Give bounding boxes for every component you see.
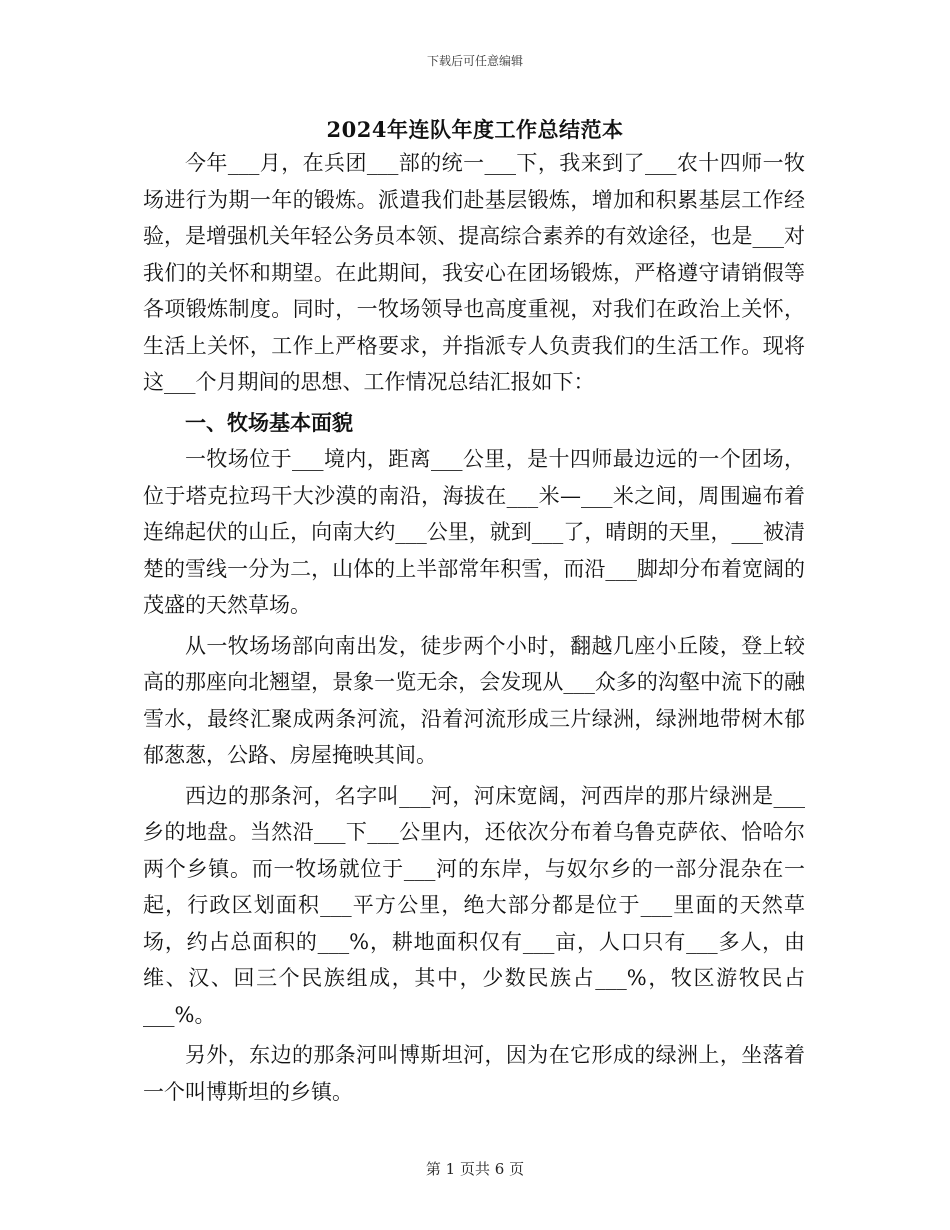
document-title: 2024年连队年度工作总结范本 <box>326 117 624 142</box>
page-footer: 第 1 页共 6 页 <box>425 1160 525 1178</box>
document-body <box>143 145 805 1114</box>
paragraph-view: 从一牧场场部向南出发，徒步两个小时，翻越几座小丘陵，登上较高的那座向北翘望，景象一览无余，会发现从___众多的沟壑中流下的融雪水，最终汇聚成两条河流，沿着河流形成三片绿洲，绿洲地带树木郁郁葱葱，公路、房屋掩映其间。 <box>143 633 805 767</box>
paragraph-intro: 今年___月，在兵团___部的统一___下，我来到了___农十四师一牧场进行为期一年的锻炼。派遣我们赴基层锻炼，增加和积累基层工作经验，是增强机关年轻公务员本领、提高综合素养的有效途径，也是___对我们的关怀和期望。在此期间，我安心在团场锻炼，严格遵守请销假等各项锻炼制度。同时，一牧场领导也高度重视，对我们在政治上关怀，生活上关怀，工作上严格要求，并指派专人负责我们的生活工作。现将这___个月期间的思想、工作情况总结汇报如下： <box>143 151 805 394</box>
paragraph-location: 一牧场位于___境内，距离___公里，是十四师最边远的一个团场，位于塔克拉玛干大沙漠的南沿，海拔在___米—___米之间，周围遍布着连绵起伏的山丘，向南大约___公里，就到___了，晴朗的天里，___被清楚的雪线一分为二，山体的上半部常年积雪，而沿___脚却分布着宽阔的茂盛的天然草场。 <box>143 447 805 617</box>
section-heading: 一、牧场基本面貌 <box>185 409 353 435</box>
header-note: 下载后可任意编辑 <box>426 54 523 68</box>
paragraph-west-river: 西边的那条河，名字叫___河，河床宽阔，河西岸的那片绿洲是___乡的地盘。当然沿___下___公里内，还依次分布着乌鲁克萨依、恰哈尔两个乡镇。而一牧场就位于___河的东岸，与奴尔乡的一部分混杂在一起，行政区划面积___平方公里，绝大部分都是位于___里面的天然草场，约占总面积的___%，耕地面积仅有___亩，人口只有___多人，由维、汉、回三个民族组成，其中，少数民族占___%，牧区游牧民占___%。 <box>143 783 805 1027</box>
paragraph-east-river: 另外，东边的那条河叫博斯坦河，因为在它形成的绿洲上，坐落着一个叫博斯坦的乡镇。 <box>143 1043 805 1104</box>
